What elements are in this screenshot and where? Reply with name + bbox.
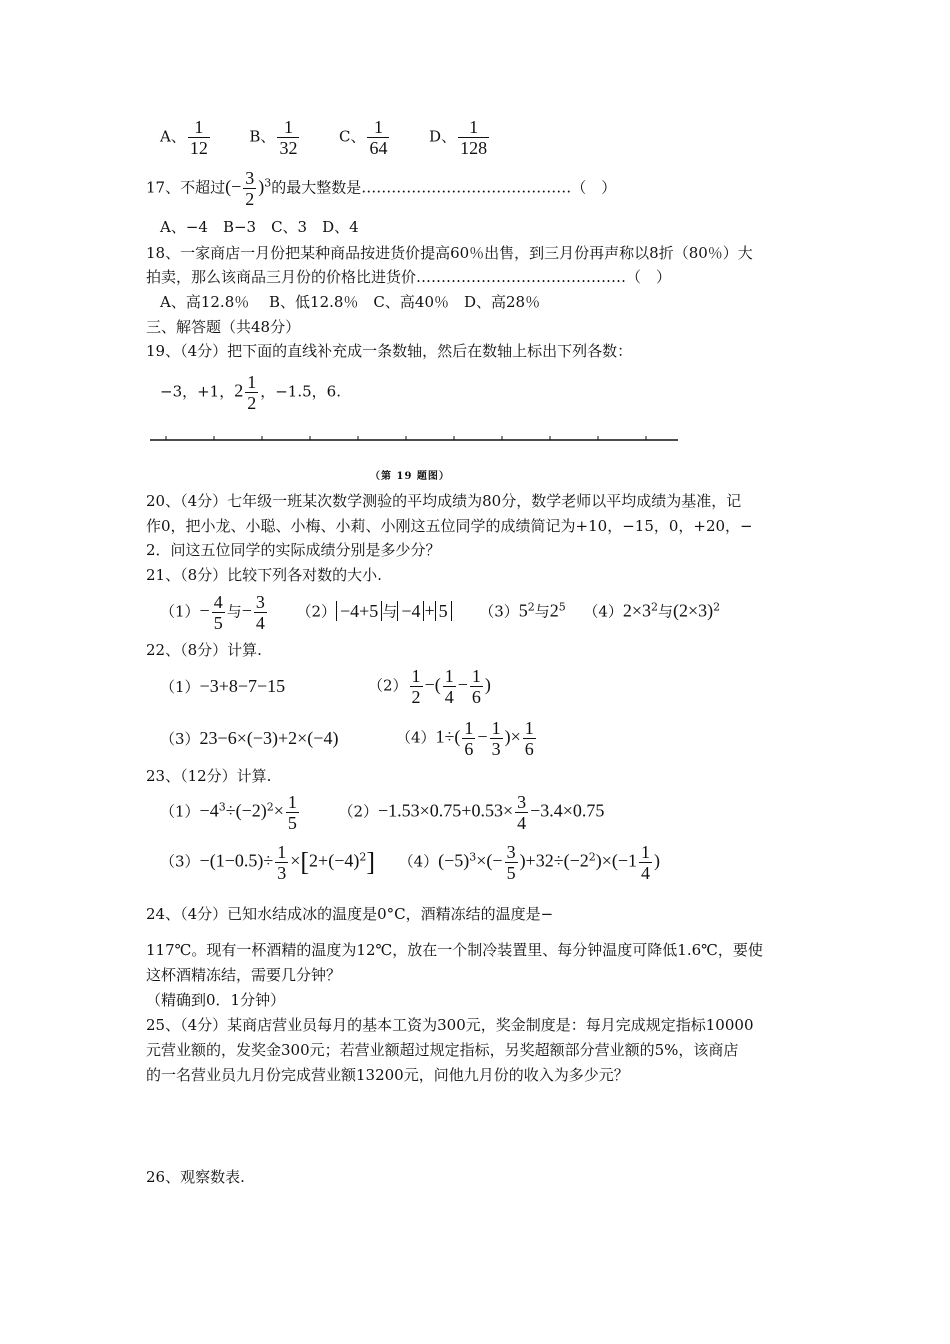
fraction bbox=[515, 792, 528, 833]
denominator: 5 bbox=[506, 863, 516, 883]
operator: 1÷( bbox=[435, 726, 461, 747]
numerator: 1 bbox=[469, 117, 479, 137]
q22-p3-expression: 23−6×(−3)+2×(−4) bbox=[199, 728, 339, 748]
operator: −( bbox=[424, 674, 441, 695]
fraction bbox=[286, 792, 299, 833]
denominator: 3 bbox=[491, 739, 501, 759]
numerator: 1 bbox=[373, 117, 383, 137]
exponent: 2 bbox=[266, 800, 274, 814]
q16-opt-b-label: B、 bbox=[249, 127, 276, 146]
fraction bbox=[462, 718, 475, 759]
fraction bbox=[523, 718, 536, 759]
q17-prefix: 17、不超过 bbox=[146, 178, 226, 197]
numerator: 1 bbox=[444, 666, 454, 686]
operator: × bbox=[273, 800, 284, 821]
numerator: 1 bbox=[194, 117, 204, 137]
q21-p2-label: （2） bbox=[296, 602, 336, 621]
right-bracket: ] bbox=[366, 847, 376, 877]
q21-title: 21、（8分）比较下列各对数的大小. bbox=[146, 566, 382, 584]
q19-nums-b: ，−1.5，6. bbox=[260, 382, 341, 401]
term: −4 bbox=[199, 800, 219, 821]
q22-p4-label: （4） bbox=[396, 728, 436, 747]
q21-p1-label: （1） bbox=[160, 602, 200, 621]
q16-opt-d-label: D、 bbox=[429, 127, 457, 146]
denominator: 6 bbox=[471, 687, 481, 707]
exponent: 2 bbox=[527, 600, 535, 614]
denominator: 64 bbox=[369, 138, 388, 158]
fraction bbox=[505, 842, 518, 883]
fraction bbox=[639, 842, 652, 883]
numerator: 1 bbox=[283, 117, 293, 137]
operator: )× bbox=[504, 726, 521, 747]
q21-p2-abs-b: −4 bbox=[397, 601, 424, 621]
q24-line2: 117℃。现有一杯酒精的温度为12℃，放在一个制冷装置里、每分钟温度可降低1.6℃，要使 bbox=[146, 941, 763, 959]
q22-p1-label: （1） bbox=[160, 678, 200, 696]
q17-suffix: 的最大整数是……………………………………（ ） bbox=[271, 178, 617, 197]
exponent: 3 bbox=[218, 800, 226, 814]
section-heading: 三、解答题（共48分） bbox=[146, 318, 301, 336]
word-yu: 与 bbox=[534, 602, 550, 621]
denominator: 4 bbox=[255, 613, 265, 633]
q23-title: 23、（12分）计算. bbox=[146, 767, 272, 785]
q20-line2: 作0，把小龙、小聪、小梅、小莉、小刚这五位同学的成绩简记为+10，−15，0，+20，− bbox=[146, 517, 753, 535]
q21-p4-b: (2×3) bbox=[673, 600, 714, 621]
operator: − bbox=[457, 674, 468, 695]
denominator: 128 bbox=[460, 138, 488, 158]
operator: ) bbox=[484, 674, 491, 695]
q22-title: 22、（8分）计算. bbox=[146, 641, 262, 659]
denominator: 3 bbox=[277, 863, 287, 883]
q21-p4-label: （4） bbox=[583, 602, 623, 621]
q19-text: 19、（4分）把下面的直线补充成一条数轴，然后在数轴上标出下列各数： bbox=[146, 342, 633, 360]
term: (−5) bbox=[438, 850, 470, 871]
q16-opt-c-label: C、 bbox=[339, 127, 366, 146]
q19-figure-caption: （第 19 题图） bbox=[370, 471, 450, 482]
denominator: 4 bbox=[444, 687, 454, 707]
denominator: 5 bbox=[213, 613, 223, 633]
q23-p4-label: （4） bbox=[398, 852, 439, 871]
term: )+32÷(−2 bbox=[519, 850, 589, 871]
denominator: 6 bbox=[464, 739, 474, 759]
q22-p2-label: （2） bbox=[368, 676, 408, 695]
exponent: 3 bbox=[469, 850, 477, 864]
q22-p1-expression: −3+8−7−15 bbox=[199, 676, 286, 696]
q20-line1: 20、（4分）七年级一班某次数学测验的平均成绩为80分，数学老师以平均成绩为基准，记 bbox=[146, 492, 742, 510]
numerator: 3 bbox=[255, 592, 265, 612]
q23-row2 bbox=[160, 842, 660, 883]
term: −3.4×0.75 bbox=[530, 800, 605, 821]
q17-options: A、−4 B−3 C、3 D、4 bbox=[160, 218, 359, 236]
denominator: 4 bbox=[517, 813, 527, 833]
q24-line3: 这杯酒精冻结，需要几分钟？ bbox=[146, 966, 342, 984]
q22-p2 bbox=[368, 666, 491, 707]
q16-opt-a-label: A、 bbox=[160, 127, 186, 146]
q17-exponent: 3 bbox=[264, 176, 272, 190]
q22-p1 bbox=[160, 676, 285, 697]
term: ÷(−2) bbox=[225, 800, 267, 821]
exponent: 5 bbox=[558, 600, 566, 614]
denominator: 4 bbox=[641, 863, 651, 883]
q17-base-close: ) bbox=[258, 176, 265, 197]
q21-p1-b-fraction bbox=[254, 592, 267, 633]
denominator: 2 bbox=[247, 393, 257, 413]
q21-parts bbox=[160, 592, 720, 633]
minus-sign: − bbox=[199, 600, 210, 621]
operator: × bbox=[290, 850, 301, 871]
q19-mixed-whole: 2 bbox=[234, 380, 244, 401]
numerator: 1 bbox=[471, 666, 481, 686]
word-yu: 与 bbox=[658, 602, 674, 621]
q23-p1-label: （1） bbox=[160, 802, 200, 821]
exponent: 2 bbox=[651, 600, 659, 614]
q21-p3-base-a: 5 bbox=[518, 600, 528, 621]
q20-line3: 2．问这五位同学的实际成绩分别是多少分？ bbox=[146, 541, 441, 559]
denominator: 12 bbox=[189, 138, 208, 158]
denominator: 6 bbox=[524, 739, 534, 759]
plus-sign: + bbox=[424, 600, 435, 621]
left-bracket: [ bbox=[300, 847, 310, 877]
numerator: 3 bbox=[506, 842, 516, 862]
q23-row1 bbox=[160, 792, 604, 833]
numerator: 3 bbox=[245, 168, 255, 188]
term: 2+(−4) bbox=[309, 850, 360, 871]
q21-p3-base-b: 2 bbox=[549, 600, 559, 621]
q26-title: 26、观察数表. bbox=[146, 1168, 245, 1186]
q22-p3 bbox=[160, 728, 338, 749]
word-yu: 与 bbox=[226, 602, 242, 621]
numerator: 1 bbox=[411, 666, 421, 686]
q18-line1: 18、一家商店一月份把某种商品按进货价提高60％出售，到三月份再声称以8折（80％）大 bbox=[146, 244, 753, 262]
q17-base-open: (− bbox=[225, 176, 242, 197]
exponent: 2 bbox=[713, 600, 721, 614]
q21-p3-label: （3） bbox=[479, 602, 519, 621]
q23-p3-label: （3） bbox=[160, 852, 200, 871]
fraction bbox=[470, 666, 483, 707]
numerator: 1 bbox=[524, 718, 534, 738]
numerator: 1 bbox=[247, 372, 257, 392]
q19-nums-a: −3，+1， bbox=[160, 382, 235, 401]
q22-p3-label: （3） bbox=[160, 730, 200, 748]
operator: − bbox=[477, 726, 488, 747]
denominator: 2 bbox=[245, 189, 255, 209]
q18-options: A、高12.8％ B、低12.8％ C、高40％ D、高28％ bbox=[160, 293, 541, 311]
exponent: 2 bbox=[588, 850, 596, 864]
denominator: 2 bbox=[411, 687, 421, 707]
fraction bbox=[275, 842, 288, 883]
minus-sign: − bbox=[241, 600, 252, 621]
term: −(1−0.5)÷ bbox=[199, 850, 274, 871]
term: ×(− bbox=[476, 850, 503, 871]
term: )×(−1 bbox=[595, 850, 638, 871]
numerator: 1 bbox=[287, 792, 297, 812]
q24-line4: （精确到0．1分钟） bbox=[146, 991, 286, 1009]
q21-p4-a: 2×3 bbox=[622, 600, 652, 621]
numerator: 4 bbox=[213, 592, 223, 612]
numerator: 1 bbox=[464, 718, 474, 738]
numerator: 1 bbox=[491, 718, 501, 738]
q21-p2-abs-a: −4+5 bbox=[336, 601, 382, 621]
numerator: 1 bbox=[277, 842, 287, 862]
q25-line1: 25、（4分）某商店营业员每月的基本工资为300元，奖金制度是：每月完成规定指标10000 bbox=[146, 1016, 754, 1034]
numerator: 1 bbox=[641, 842, 651, 862]
fraction bbox=[443, 666, 456, 707]
denominator: 5 bbox=[287, 813, 297, 833]
term: −1.53×0.75+0.53× bbox=[378, 800, 514, 821]
q21-p1-a-fraction bbox=[212, 592, 225, 633]
word-yu: 与 bbox=[382, 602, 398, 621]
q22-p4 bbox=[396, 718, 538, 759]
q23-p2-label: （2） bbox=[338, 802, 378, 821]
q25-line3: 的一名营业员九月份完成营业额13200元，问他九月份的收入为多少元？ bbox=[146, 1066, 629, 1084]
exponent: 2 bbox=[359, 850, 367, 864]
q24-line1: 24、（4分）已知水结成冰的温度是0°C，酒精冻结的温度是− bbox=[146, 905, 554, 923]
term: ) bbox=[654, 850, 661, 871]
denominator: 32 bbox=[279, 138, 298, 158]
numerator: 3 bbox=[517, 792, 527, 812]
fraction bbox=[490, 718, 503, 759]
q21-p2-abs-c: 5 bbox=[435, 601, 452, 621]
q18-line2: 拍卖，那么该商品三月份的价格比进货价……………………………………（ ） bbox=[146, 268, 672, 286]
fraction bbox=[410, 666, 423, 707]
q25-line2: 元营业额的，发奖金300元；若营业额超过规定指标，另奖超额部分营业额的5%，该商店 bbox=[146, 1041, 739, 1059]
